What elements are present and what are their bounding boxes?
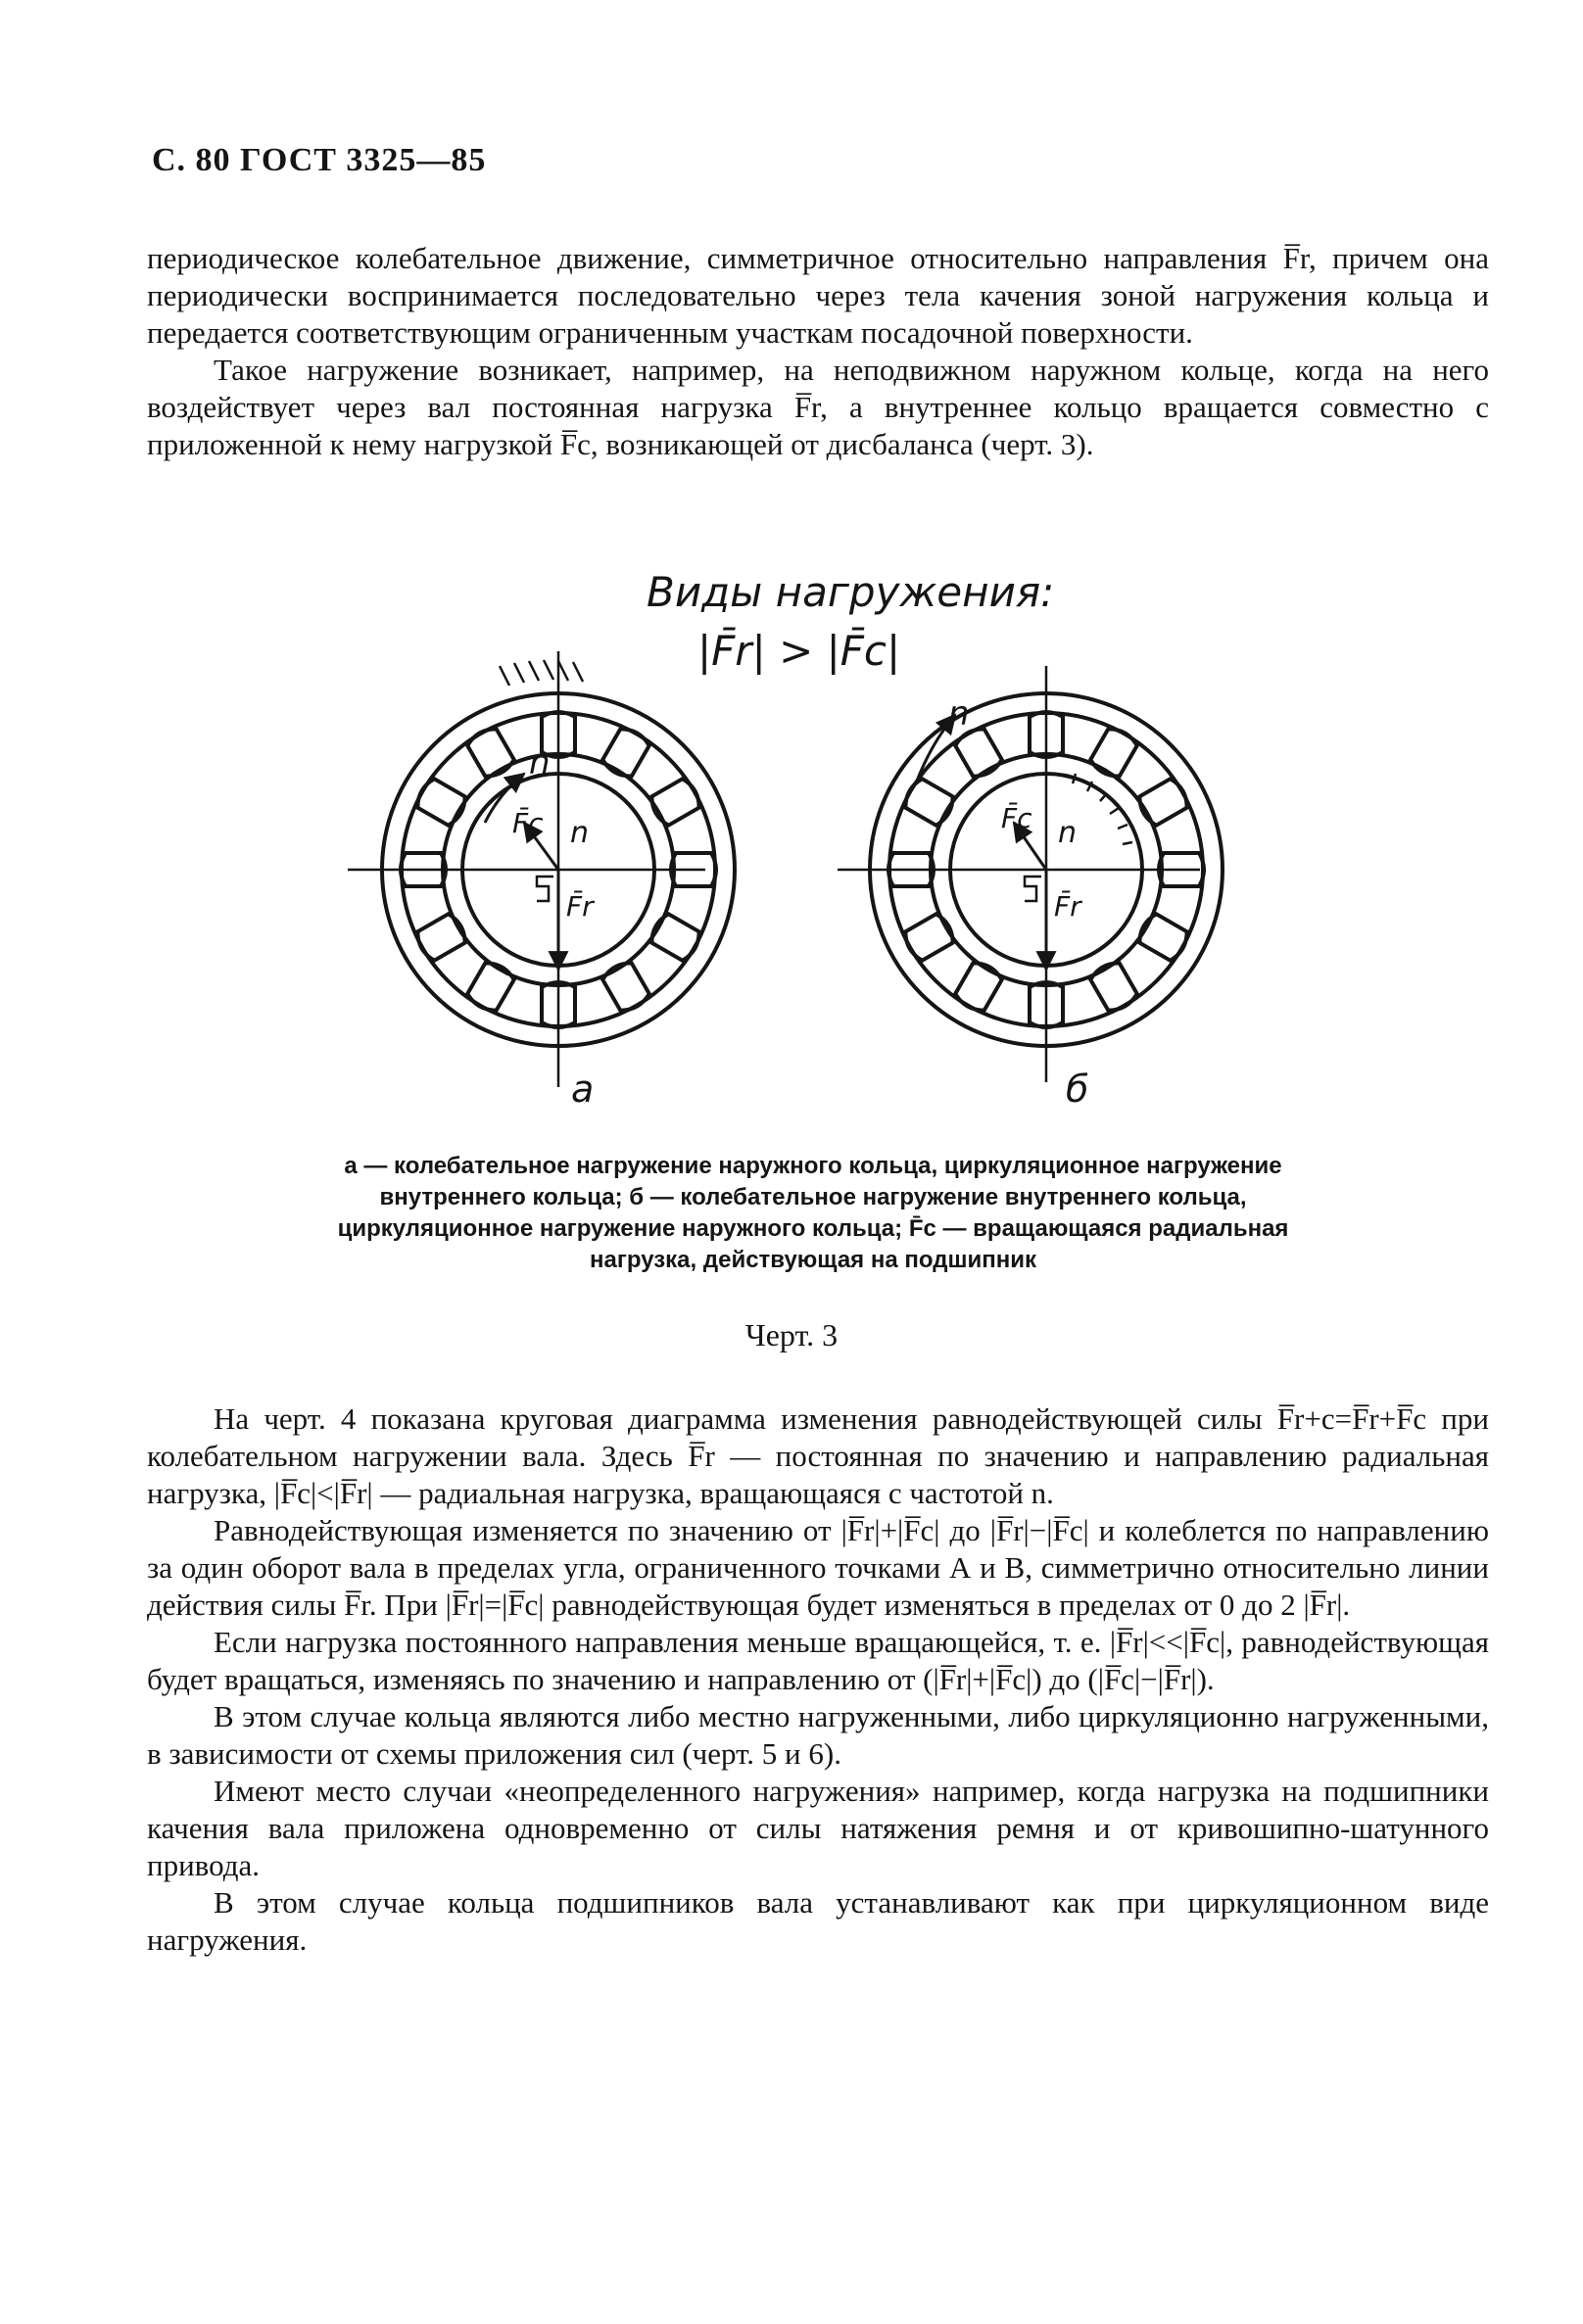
figure-number: Черт. 3 [744, 1317, 839, 1352]
text-block-bottom [147, 1400, 1489, 1959]
label-b: б [1066, 1067, 1089, 1111]
paragraph-4: Равнодействующая изменяется по значению от |F̅r|+|F̅c| до |F̅r|−|F̅c| и колеблется по направлению за один оборот вала в пределах угла, ограниченного точками А и В, симметрично относительно линии действия силы F̅r. При |F̅r|=|F̅c| равнодействующая будет изменяться в пределах от 0 до 2 |F̅r|. [147, 1513, 1489, 1622]
paragraph-1: периодическое колебательное движение, симметричное относительно направления F̅r, причем она периодически воспринимается последовательно через тела качения зоной нагружения кольца и передается соответствующим ограниченным участкам посадочной поверхности. [147, 241, 1489, 350]
paragraph-6: В этом случае кольца являются либо местно нагруженными, либо циркуляционно нагруженными, в зависимости от схемы приложения сил (черт. 5 и 6). [147, 1699, 1489, 1771]
force-r-label-b: F̄r [1054, 890, 1081, 923]
page-header: С. 80 ГОСТ 3325—85 [152, 142, 487, 178]
fixed-hatch-a [500, 660, 583, 686]
paragraph-8: В этом случае кольца подшипников вала устанавливают как при циркуляционном виде нагружения. [147, 1885, 1489, 1957]
force-r-label-a: F̄r [566, 890, 594, 923]
bearing-b [838, 666, 1223, 1082]
n-label-b1: n [948, 694, 970, 734]
figure-caption: а — колебательное нагружение наружного кольца, циркуляционное нагружение внутреннего кольца; б — колебательное нагружение внутреннего кольца, циркуляционное нагружение наружного кольца; F̄c — вращающаяся радиальная нагрузка, действующая на подшипник [337, 1153, 1289, 1273]
n-label-a1: n [529, 743, 551, 783]
paragraph-5: Если нагрузка постоянного направления меньше вращающейся, т. е. |F̅r|<<|F̅c|, равнодействующая будет вращаться, изменяясь по значению и направлению от (|F̅r|+|F̅c|) до (|F̅c|−|F̅r|). [147, 1625, 1489, 1696]
paragraph-2: Такое нагружение возникает, например, на неподвижном наружном кольце, когда на него воздействует через вал постоянная нагрузка F̅r, а внутреннее кольцо вращается совместно с приложенной к нему нагрузкой F̅c, возникающей от дисбаланса (черт. 3). [147, 353, 1489, 461]
figure-title: Виды нагружения: [647, 568, 1055, 616]
force-c-label-a: F̄c [512, 807, 544, 839]
label-a: а [571, 1067, 595, 1111]
bearing-diagram [0, 0, 1583, 1136]
bearing-a [348, 651, 735, 1087]
figure-condition: |F̄r| > |F̄c| [697, 627, 901, 675]
n-label-a2: n [570, 816, 590, 850]
force-c-label-b: F̄c [1001, 802, 1032, 834]
paragraph-7: Имеют место случаи «неопределенного нагружения» например, когда нагрузка на подшипники качения вала приложена одновременно от силы натяжения ремня и от кривошипно-шатунного привода. [147, 1774, 1489, 1882]
n-label-b2: n [1058, 816, 1078, 850]
paragraph-3: На черт. 4 показана круговая диаграмма изменения равнодействующей силы F̅r+c=F̅r+F̅c при колебательном нагружении вала. Здесь F̅r — постоянная по значению и направлению радиальная нагрузка, |F̅c|<|F̅r| — радиальная нагрузка, вращающаяся с частотой n. [147, 1401, 1489, 1510]
